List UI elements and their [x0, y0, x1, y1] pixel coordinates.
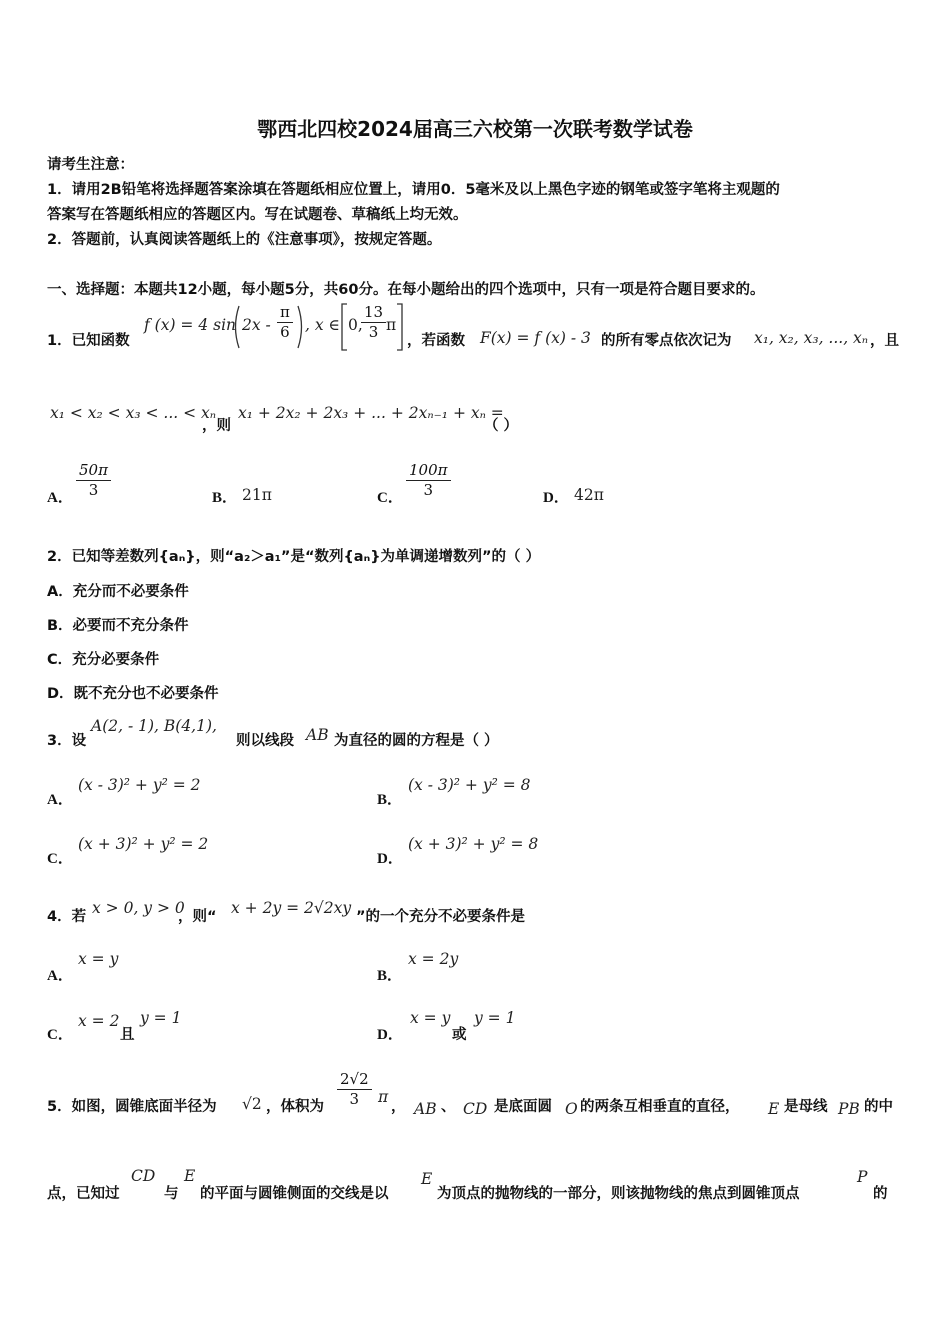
q1-option-c[interactable]: [406, 461, 451, 500]
q1-option-b[interactable]: 21π: [242, 486, 272, 504]
q5-e-3: E: [421, 1170, 433, 1188]
q4-option-c-part1[interactable]: x = 2: [78, 1012, 120, 1030]
q4-option-c-conj: 且: [120, 1027, 135, 1043]
q5-volume-den: 3: [349, 1090, 360, 1108]
q1-option-a-den: 3: [88, 481, 99, 499]
q3-option-b[interactable]: (x - 3)² + y² = 8: [408, 776, 531, 794]
q2-option-c[interactable]: C．充分必要条件: [47, 652, 160, 668]
q1-pi-2: π: [386, 316, 397, 334]
q1-ze: ，则: [202, 418, 231, 434]
q5-cd-2: CD: [131, 1167, 156, 1185]
q5-cd: CD: [463, 1100, 488, 1118]
q3-stem-end: 为直径的圆的方程是（ ）: [334, 733, 499, 749]
q1-option-c-num: 100π: [406, 461, 451, 481]
q1-func-arg: 2x -: [242, 316, 271, 334]
q5-ab: AB: [414, 1100, 437, 1118]
q4-condition: x > 0, y > 0: [92, 899, 185, 917]
q4-option-a[interactable]: x = y: [78, 950, 119, 968]
section-heading: 一、选择题：本题共12小题，每小题5分，共60分。在每小题给出的四个选项中，只有一项是符合题目要求的。: [47, 282, 765, 298]
q4-option-a-label: A．: [47, 968, 73, 984]
q1-left-bracket: [340, 303, 348, 351]
q4-option-b-label: B．: [377, 968, 403, 984]
q1-option-a-label: A．: [47, 490, 73, 506]
q5-e: E: [768, 1100, 780, 1118]
q5-volume-num: 2√2: [337, 1070, 372, 1090]
q1-option-b-label: B．: [212, 490, 238, 506]
q5-line2-mid: 的平面与圆锥侧面的交线是以: [200, 1186, 389, 1202]
q4-option-b[interactable]: x = 2y: [408, 950, 459, 968]
q1-option-d[interactable]: 42π: [574, 486, 604, 504]
q1-13-over-3: [361, 303, 386, 342]
q3-points: A(2, - 1), B(4,1),: [91, 717, 217, 735]
q1-pi-over-6: [277, 303, 293, 342]
q2-option-d[interactable]: D．既不充分也不必要条件: [47, 686, 219, 702]
q1-thirteen: 13: [361, 303, 386, 323]
q2-stem: 2．已知等差数列{aₙ}，则“a₂＞a₁”是“数列{aₙ}为单调递增数列”的（ ）: [47, 549, 541, 565]
q3-option-a[interactable]: (x - 3)² + y² = 2: [78, 776, 201, 794]
q5-line2-end: 为顶点的抛物线的一部分，则该抛物线的焦点到圆锥顶点: [437, 1186, 800, 1202]
q5-volume-text: ，体积为: [266, 1099, 324, 1115]
q3-option-b-label: B．: [377, 792, 403, 808]
notice-item2: 2．答题前，认真阅读答题纸上的《注意事项》，按规定答题。: [47, 232, 442, 248]
notice-item1-line2: 答案写在答题纸相应的答题区内。写在试题卷、草稿纸上均无效。: [47, 207, 468, 223]
q5-text-4: 的中: [864, 1099, 893, 1115]
q5-p: P: [857, 1168, 868, 1186]
q3-option-a-label: A．: [47, 792, 73, 808]
q4-stem-ze: ，则“: [178, 909, 217, 925]
q1-right-bracket: [396, 303, 404, 351]
q1-option-a[interactable]: [76, 461, 111, 500]
q1-stem-mid: ，若函数: [407, 333, 465, 349]
q1-left-paren: [231, 304, 241, 350]
q1-qie: ，且: [870, 333, 899, 349]
q1-sum: x₁ + 2x₂ + 2x₃ + ... + 2xₙ₋₁ + xₙ =: [238, 404, 504, 422]
q1-option-c-den: 3: [423, 481, 434, 499]
q4-option-d-conj: 或: [452, 1027, 467, 1043]
q3-option-d[interactable]: (x + 3)² + y² = 8: [408, 835, 539, 853]
q5-de: 的: [873, 1186, 888, 1202]
q3-stem-mid: 则以线段: [236, 733, 294, 749]
q1-option-d-label: D．: [543, 490, 569, 506]
q5-stem-start: 5．如图，圆锥底面半径为: [47, 1099, 217, 1115]
q1-pi: π: [277, 303, 293, 323]
q3-stem-start: 3．设: [47, 733, 87, 749]
q4-option-c-label: C．: [47, 1027, 73, 1043]
q5-text-1: 是底面圆: [494, 1099, 552, 1115]
q5-pb: PB: [838, 1100, 860, 1118]
q1-domain: , x ∈: [305, 316, 340, 334]
q3-segment: AB: [306, 726, 329, 744]
q5-yu: 与: [164, 1186, 179, 1202]
q5-volume-fraction: [337, 1070, 372, 1109]
q5-o: O: [565, 1100, 578, 1118]
q4-stem-end: ”的一个充分不必要条件是: [356, 909, 526, 925]
q5-text-3: 是母线: [784, 1099, 828, 1115]
q5-radius: √2: [242, 1095, 262, 1113]
q5-dun: 、: [441, 1099, 456, 1115]
q4-option-d-part1[interactable]: x = y: [410, 1009, 451, 1027]
q1-zeros-text: 的所有零点依次记为: [601, 333, 732, 349]
q1-order: x₁ < x₂ < x₃ < ... < xₙ: [50, 404, 217, 422]
q3-option-c-label: C．: [47, 851, 73, 867]
q4-option-d-part2[interactable]: y = 1: [474, 1009, 516, 1027]
q5-text-2: 的两条互相垂直的直径，: [580, 1099, 740, 1115]
q2-option-b[interactable]: B．必要而不充分条件: [47, 618, 189, 634]
q4-option-d-label: D．: [377, 1027, 403, 1043]
q1-F-def: F(x) = f (x) - 3: [480, 329, 591, 347]
notice-item1-line1: 1．请用2B铅笔将选择题答案涂填在答题纸相应位置上，请用0．5毫米及以上黑色字迹的钢笔或签字笔将主观题的: [47, 182, 780, 198]
q1-stem-start: 1．已知函数: [47, 333, 130, 349]
q2-option-a[interactable]: A．充分而不必要条件: [47, 584, 189, 600]
page-title: 鄂西北四校2024届高三六校第一次联考数学试卷: [257, 117, 693, 141]
q3-option-d-label: D．: [377, 851, 403, 867]
q5-e-2: E: [184, 1167, 196, 1185]
q1-func-head: f (x) = 4 sin: [144, 316, 237, 334]
q1-three: 3: [368, 323, 379, 341]
notice-heading: 请考生注意：: [47, 157, 134, 173]
q1-zero: 0,: [348, 316, 363, 334]
q5-line2-start: 点，已知过: [47, 1186, 120, 1202]
q1-six: 6: [280, 323, 290, 341]
q4-equation: x + 2y = 2√2xy: [231, 899, 352, 917]
q1-option-c-label: C．: [377, 490, 403, 506]
q1-answer-paren: （ ）: [484, 418, 519, 434]
q5-comma: ，: [391, 1099, 406, 1115]
q4-stem-start: 4．若: [47, 909, 87, 925]
q4-option-c-part2[interactable]: y = 1: [140, 1009, 182, 1027]
q3-option-c[interactable]: (x + 3)² + y² = 2: [78, 835, 209, 853]
q5-volume-pi: π: [378, 1088, 389, 1106]
q1-zero-list: x₁, x₂, x₃, ..., xₙ: [754, 329, 869, 347]
q1-option-a-num: 50π: [76, 461, 111, 481]
